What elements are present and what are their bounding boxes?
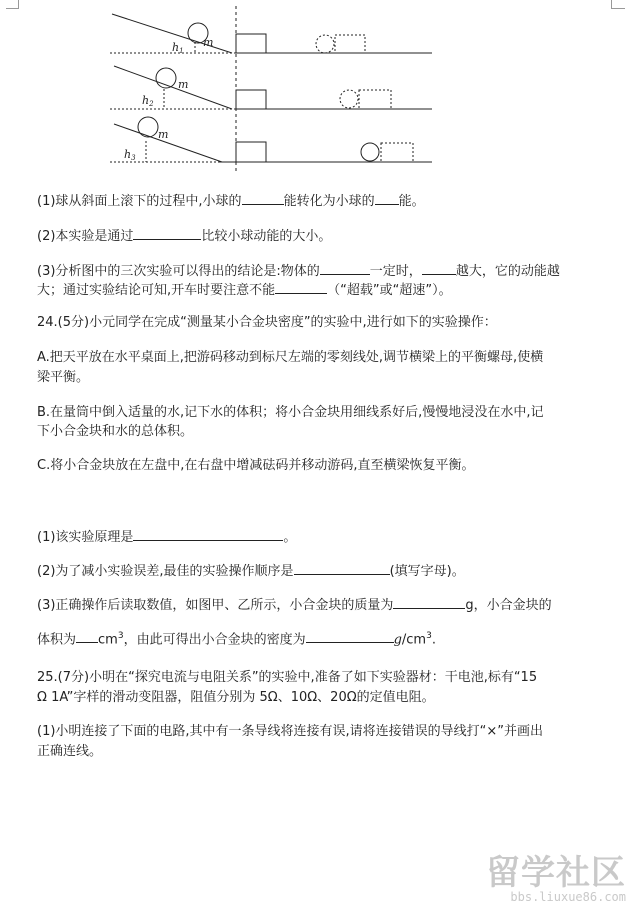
q25-line1: 25.(7分)小明在“探究电流与电阻关系”的实验中,准备了如下实验器材：干电池,标有“15 xyxy=(37,670,538,685)
block-start-2 xyxy=(236,90,266,109)
blank xyxy=(76,628,98,643)
q24-step-b-2: 下小合金块和水的总体积。 xyxy=(37,424,194,439)
height-label-3: h3 xyxy=(124,148,136,162)
ball-3 xyxy=(138,117,158,137)
q24-step-c: C.将小合金块放在左盘中,在右盘中增减砝码并移动游码,直至横梁恢复平衡。 xyxy=(37,458,475,473)
q24-part3-line1: (3)正确操作后读取数值，如图甲、乙所示，小合金块的质量为 g，小合金块的 xyxy=(37,594,552,616)
height-label-2: h2 xyxy=(142,94,154,108)
ramp-2 xyxy=(110,66,432,109)
q23-part3-line1: (3)分析图中的三次实验可以得出的结论是:物体的 一定时， 越大，它的动能越 xyxy=(37,260,560,282)
ramp-1 xyxy=(110,14,432,53)
q25-line2: Ω 1A”字样的滑动变阻器，阻值分别为 5Ω、10Ω、20Ω的定值电阻。 xyxy=(37,690,435,705)
q24-part1: (1)该实验原理是 。 xyxy=(37,526,296,548)
q23-part1: (1)球从斜面上滚下的过程中,小球的 能转化为小球的 能。 xyxy=(37,190,425,212)
blank xyxy=(133,526,283,541)
q24-part3-line2: 体积为 $cm^3$，由此可得出小合金块的密度为 $g/cm^3$. xyxy=(37,626,436,650)
watermark xyxy=(486,845,626,904)
mass-label-2: m xyxy=(178,78,189,91)
blank xyxy=(375,190,399,205)
q24-step-a-1: A.把天平放在水平桌面上,把游码移动到标尺左端的零刻线处,调节横梁上的平衡螺母,使横 xyxy=(37,350,544,365)
ball-end-3 xyxy=(361,143,379,161)
q25-part1-line2: 正确连线。 xyxy=(37,744,103,759)
corner-mark-left-h xyxy=(6,8,19,9)
blank xyxy=(320,260,370,275)
mass-label-3: m xyxy=(158,128,169,141)
q23-part3-line2: 大；通过实验结论可知,开车时要注意不能 （“超载”或“超速”）。 xyxy=(37,279,452,301)
blank xyxy=(422,260,456,275)
watermark-logo-text: 留学社区 xyxy=(486,853,626,893)
block-start-1 xyxy=(236,34,266,53)
height-label-1: h1 xyxy=(172,41,184,55)
watermark-url: bbs.liuxue86.com xyxy=(510,890,626,904)
q24-step-b-1: B.在量筒中倒入适量的水,记下水的体积；将小合金块用细线系好后,慢慢地浸没在水中,记 xyxy=(37,405,544,420)
blank xyxy=(275,279,327,294)
blank xyxy=(242,190,284,205)
blank xyxy=(393,594,465,609)
blank xyxy=(306,628,394,643)
q25-part1-line1: (1)小明连接了下面的电路,其中有一条导线将连接有误,请将连接错误的导线打“×”并画出 xyxy=(37,724,544,739)
ball-end-1 xyxy=(316,35,334,53)
corner-mark-right-v xyxy=(611,0,612,8)
q24-part2: (2)为了减小实验误差,最佳的实验操作顺序是 (填写字母)。 xyxy=(37,560,465,582)
block-end-1 xyxy=(335,35,365,53)
mass-label-1: m xyxy=(203,36,214,49)
q23-part2: (2)本实验是通过 比较小球动能的大小。 xyxy=(37,225,331,247)
corner-mark-right-h xyxy=(611,8,625,9)
blank xyxy=(133,225,201,240)
ball-end-2 xyxy=(340,90,358,108)
q24-heading: 24.(5分)小元同学在完成“测量某小合金块密度”的实验中,进行如下的实验操作： xyxy=(37,315,497,330)
block-end-3 xyxy=(381,143,413,162)
block-start-3 xyxy=(236,142,266,162)
q24-step-a-2: 梁平衡。 xyxy=(37,370,90,385)
experiment-figure xyxy=(100,6,440,171)
blank xyxy=(294,560,390,575)
corner-mark-left-v xyxy=(18,0,19,8)
block-end-2 xyxy=(359,90,391,109)
